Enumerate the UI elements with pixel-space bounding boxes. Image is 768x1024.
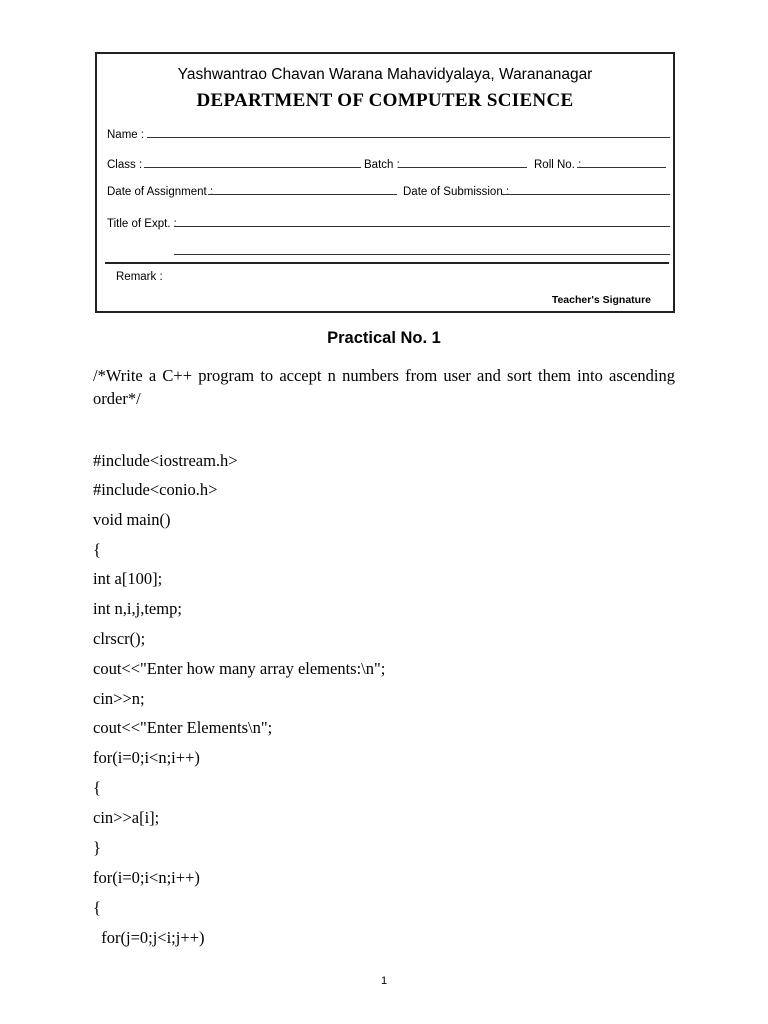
code-line: int a[100]; bbox=[93, 569, 163, 588]
header-separator bbox=[105, 262, 669, 264]
code-line: } bbox=[93, 838, 101, 857]
title-of-expt-label: Title of Expt. : bbox=[107, 218, 177, 230]
remark-label: Remark : bbox=[116, 271, 163, 283]
code-line: for(j=0;j<i;j++) bbox=[93, 928, 205, 947]
code-line: { bbox=[93, 540, 101, 559]
practical-title: Practical No. 1 bbox=[327, 329, 441, 347]
date-of-assignment-line bbox=[208, 194, 397, 195]
page-number: 1 bbox=[380, 975, 388, 987]
class-label: Class : bbox=[107, 159, 143, 171]
college-name: Yashwantrao Chavan Warana Mahavidyalaya, Warananagar bbox=[177, 66, 593, 83]
date-of-submission-label: Date of Submission : bbox=[403, 186, 510, 198]
name-line bbox=[147, 137, 670, 138]
code-line: cin>>n; bbox=[93, 689, 145, 708]
code-line: #include<conio.h> bbox=[93, 480, 218, 499]
teacher-signature-label: Teacher's Signature bbox=[551, 294, 651, 306]
name-label: Name : bbox=[107, 129, 145, 141]
batch-label: Batch : bbox=[364, 159, 400, 171]
title-line-2 bbox=[174, 254, 670, 255]
date-of-submission-line bbox=[501, 194, 670, 195]
code-line: for(i=0;i<n;i++) bbox=[93, 868, 200, 887]
code-line: int n,i,j,temp; bbox=[93, 599, 182, 618]
program-description: /*Write a C++ program to accept n numbers from user and sort them into ascending order*/ bbox=[93, 366, 675, 408]
roll-no-label: Roll No. : bbox=[534, 159, 582, 171]
title-line-1 bbox=[174, 226, 670, 227]
code-line: void main() bbox=[93, 510, 171, 529]
code-line: cin>>a[i]; bbox=[93, 808, 160, 827]
batch-line bbox=[399, 167, 527, 168]
code-line: cout<<"Enter how many array elements:\n"; bbox=[93, 659, 386, 678]
code-line: for(i=0;i<n;i++) bbox=[93, 748, 200, 767]
class-line bbox=[144, 167, 361, 168]
assignment-header-box bbox=[95, 52, 675, 313]
date-of-assignment-label: Date of Assignment : bbox=[107, 186, 214, 198]
code-line: { bbox=[93, 898, 101, 917]
department-title: DEPARTMENT OF COMPUTER SCIENCE bbox=[196, 90, 574, 111]
roll-no-line bbox=[577, 167, 666, 168]
code-line: cout<<"Enter Elements\n"; bbox=[93, 718, 273, 737]
code-line: clrscr(); bbox=[93, 629, 146, 648]
code-line: { bbox=[93, 778, 101, 797]
code-line: #include<iostream.h> bbox=[93, 451, 238, 470]
